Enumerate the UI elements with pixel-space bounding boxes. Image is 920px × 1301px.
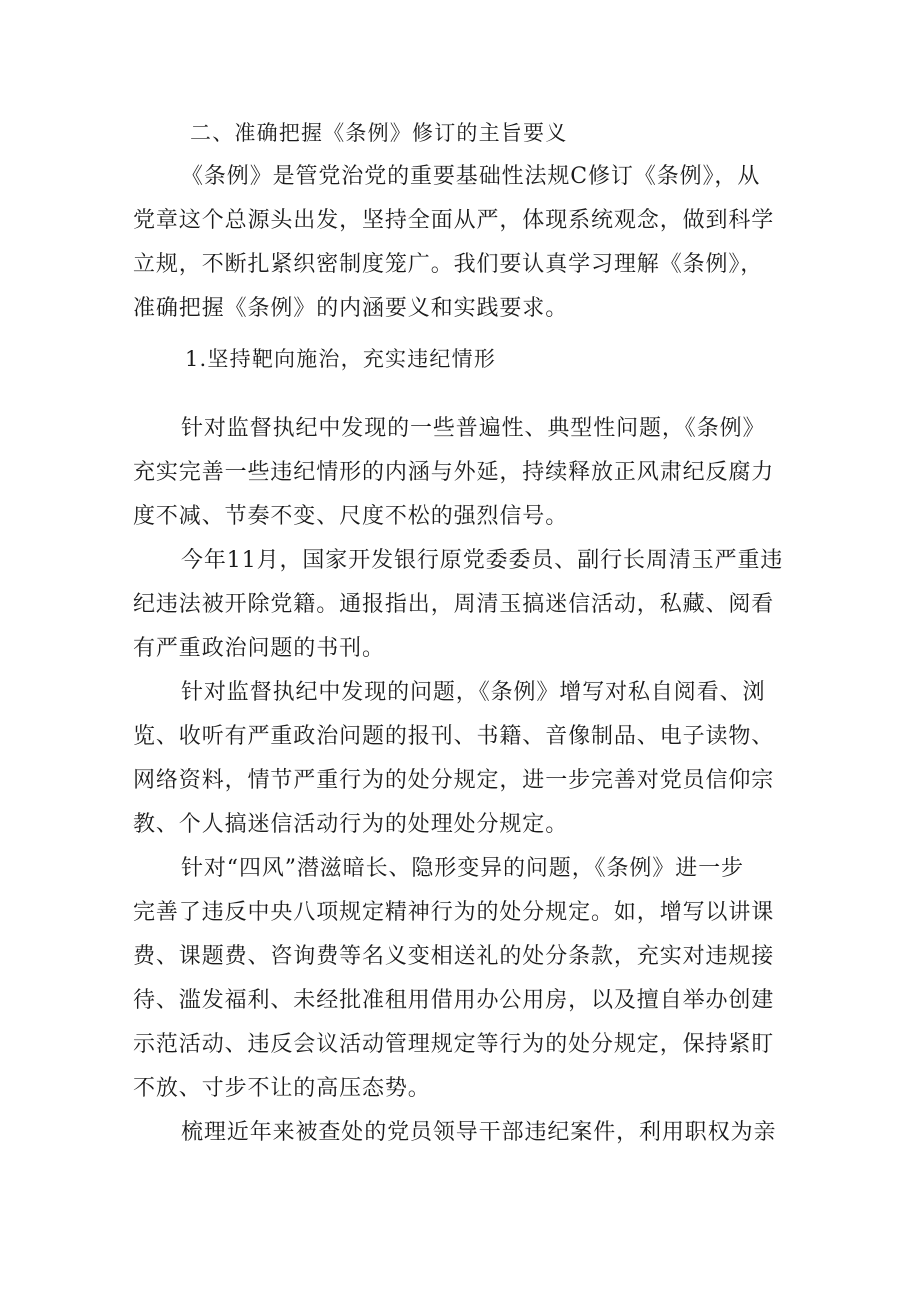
para4-line-6: 不放、寸步不让的高压态势。 bbox=[133, 1076, 431, 1101]
para3-line-2: 览、收听有严重政治问题的报刊、书籍、音像制品、电子读物、 bbox=[133, 724, 775, 749]
section-heading: 二、准确把握《条例》修订的主旨要义 bbox=[190, 121, 568, 145]
para3-line-4: 教、个人搞迷信活动行为的处理处分规定。 bbox=[133, 812, 569, 837]
intro-line-1: 《条例》是管党治党的重要基础性法规C修订《条例》，从 bbox=[181, 164, 761, 189]
para3-line-3: 网络资料，情节严重行为的处分规定，进一步完善对党员信仰宗 bbox=[133, 768, 775, 793]
para4-line-2: 完善了违反中央八项规定精神行为的处分规定。如，增写以讲课 bbox=[133, 900, 775, 925]
para1-line-1: 针对监督执纪中发现的一些普遍性、典型性问题，《条例》 bbox=[181, 416, 766, 441]
para2-line-3: 有严重政治问题的书刊。 bbox=[133, 636, 385, 661]
intro-line-4: 准确把握《条例》的内涵要义和实践要求。 bbox=[133, 296, 569, 321]
para4-line-1: 针对“四风”潜滋暗长、隐形变异的问题，《条例》进一步 bbox=[181, 856, 744, 881]
para4-line-4: 待、滥发福利、未经批准租用借用办公用房，以及擅自举办创建 bbox=[133, 988, 775, 1013]
intro-line-2: 党章这个总源头出发，坚持全面从严，体现系统观念，做到科学 bbox=[133, 208, 775, 233]
para1-line-2: 充实完善一些违纪情形的内涵与外延，持续释放正风肃纪反腐力 bbox=[133, 460, 775, 485]
para4-line-5: 示范活动、违反会议活动管理规定等行为的处分规定，保持紧盯 bbox=[133, 1032, 775, 1057]
para2-line-2: 纪违法被开除党籍。通报指出，周清玉搞迷信活动，私藏、阅看 bbox=[133, 592, 775, 617]
para3-line-1: 针对监督执纪中发现的问题，《条例》增写对私自阅看、浏 bbox=[181, 680, 766, 705]
subheading: 1.坚持靶向施治，充实违纪情形 bbox=[185, 347, 497, 371]
para2-line-1: 今年11月，国家开发银行原党委委员、副行长周清玉严重违 bbox=[181, 548, 784, 573]
para1-line-3: 度不减、节奏不变、尺度不松的强烈信号。 bbox=[133, 504, 569, 529]
para4-line-3: 费、课题费、咨询费等名义变相送礼的处分条款，充实对违规接 bbox=[133, 944, 775, 969]
intro-line-3: 立规，不断扎紧织密制度笼广。我们要认真学习理解《条例》， bbox=[133, 252, 764, 277]
para5-line-1: 梳理近年来被查处的党员领导干部违纪案件，利用职权为亲 bbox=[181, 1120, 777, 1145]
